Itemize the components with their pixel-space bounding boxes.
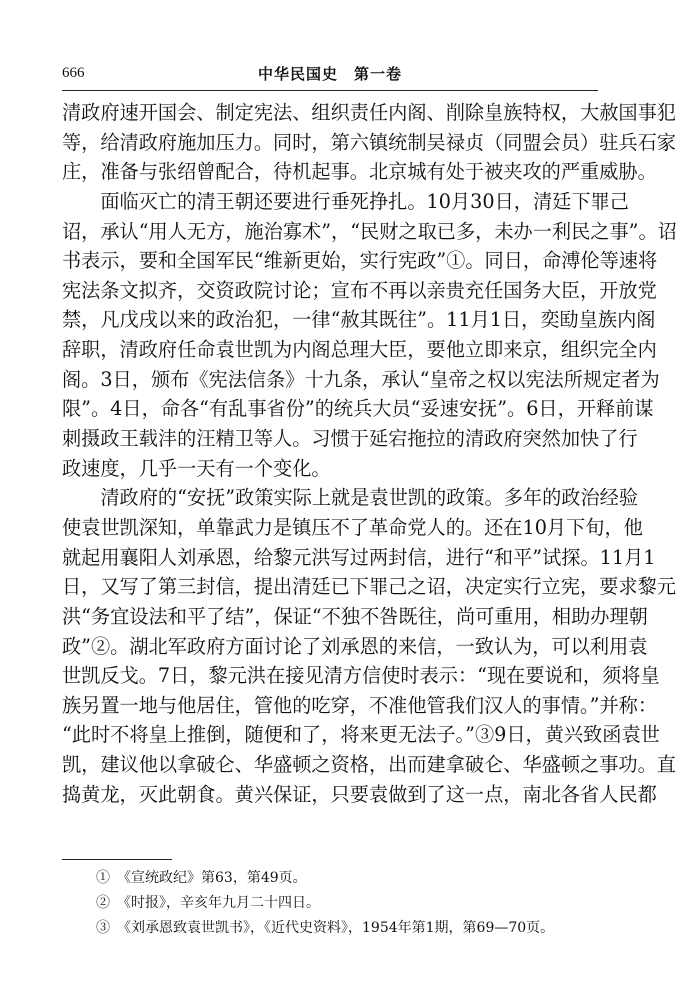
body-line: 凯，建议他以拿破仑、华盛顿之资格，出而建拿破仑、华盛顿之事功。直 xyxy=(62,753,676,777)
body-line: 就起用襄阳人刘承恩，给黎元洪写过两封信，进行“和平”试探。11月1 xyxy=(62,545,656,569)
body-line: 面临灭亡的清王朝还要进行垂死挣扎。10月30日，清廷下罪己 xyxy=(62,189,629,213)
footnote-2: ② 《时报》，辛亥年九月二十四日。 xyxy=(96,895,320,911)
body-line: 清政府的“安抚”政策实际上就是袁世凯的政策。多年的政治经验 xyxy=(62,486,639,510)
body-line: 政速度，几乎一天有一个变化。 xyxy=(62,456,331,480)
footnote-3: ③ 《刘承恩致袁世凯书》，《近代史资料》，1954年第1期，第69—70页。 xyxy=(96,920,555,936)
body-line: 捣黄龙，灭此朝食。黄兴保证，只要袁做到了这一点，南北各省人民都 xyxy=(62,782,657,806)
body-line: 阁。3日，颁布《宪法信条》十九条，承认“皇帝之权以宪法所规定者为 xyxy=(62,367,660,391)
footnote-1: ① 《宣统政纪》第63，第49页。 xyxy=(96,870,307,886)
body-line: 禁，凡戊戌以来的政治犯，一律“赦其既往”。11月1日，奕劻皇族内阁 xyxy=(62,308,656,332)
body-line: 宪法条文拟齐，交资政院讨论；宣布不再以亲贵充任国务大臣，开放党 xyxy=(62,278,657,302)
footnote-rule xyxy=(62,859,172,860)
header-rule xyxy=(62,90,598,91)
body-line: 等，给清政府施加压力。同时，第六镇统制吴禄贞（同盟会员）驻兵石家 xyxy=(62,130,676,154)
body-line: 清政府速开国会、制定宪法、组织责任内阁、削除皇族特权，大赦国事犯 xyxy=(62,101,676,124)
page-number: 666 xyxy=(62,65,85,81)
body-line: “此时不将皇上推倒，随便和了，将来更无法子。”③9日，黄兴致函袁世 xyxy=(62,723,660,747)
body-line: 庄，准备与张绍曾配合，待机起事。北京城有处于被夹攻的严重威胁。 xyxy=(62,160,657,184)
body-line: 使袁世凯深知，单靠武力是镇压不了革命党人的。还在10月下旬，他 xyxy=(62,515,643,539)
body-line: 洪“务宜设法和平了结”，保证“不独不咎既往，尚可重用，相助办理朝 xyxy=(62,604,648,628)
body-text xyxy=(62,98,677,809)
body-line: 族另置一地与他居住，管他的吃穿，不准他管我们汉人的事情。”并称： xyxy=(62,693,658,717)
body-line: 诏，承认“用人无方，施治寡术”，“民财之取已多，未办一利民之事”。诏 xyxy=(62,219,677,243)
body-line: 辞职，清政府任命袁世凯为内阁总理大臣，要他立即来京，组织完全内 xyxy=(62,338,657,362)
body-line: 刺摄政王载沣的汪精卫等人。习惯于延宕拖拉的清政府突然加快了行 xyxy=(62,427,638,451)
page-header xyxy=(62,63,598,87)
running-title: 中华民国史 第一卷 xyxy=(257,65,402,83)
body-line: 书表示，要和全国军民“维新更始，实行宪政”①。同日，命溥伦等速将 xyxy=(62,249,658,273)
body-line: 限”。4日，命各“有乱事省份”的统兵大员“妥速安抚”。6日，开释前谋 xyxy=(62,397,654,421)
body-line: 日，又写了第三封信，提出清廷已下罪己之诏，决定实行立宪，要求黎元 xyxy=(62,575,676,599)
footnotes xyxy=(96,866,596,941)
body-line: 政”②。湖北军政府方面讨论了刘承恩的来信，一致认为，可以利用袁 xyxy=(62,634,648,658)
body-line: 世凯反戈。7日，黎元洪在接见清方信使时表示：“现在要说和，须将皇 xyxy=(62,664,660,688)
